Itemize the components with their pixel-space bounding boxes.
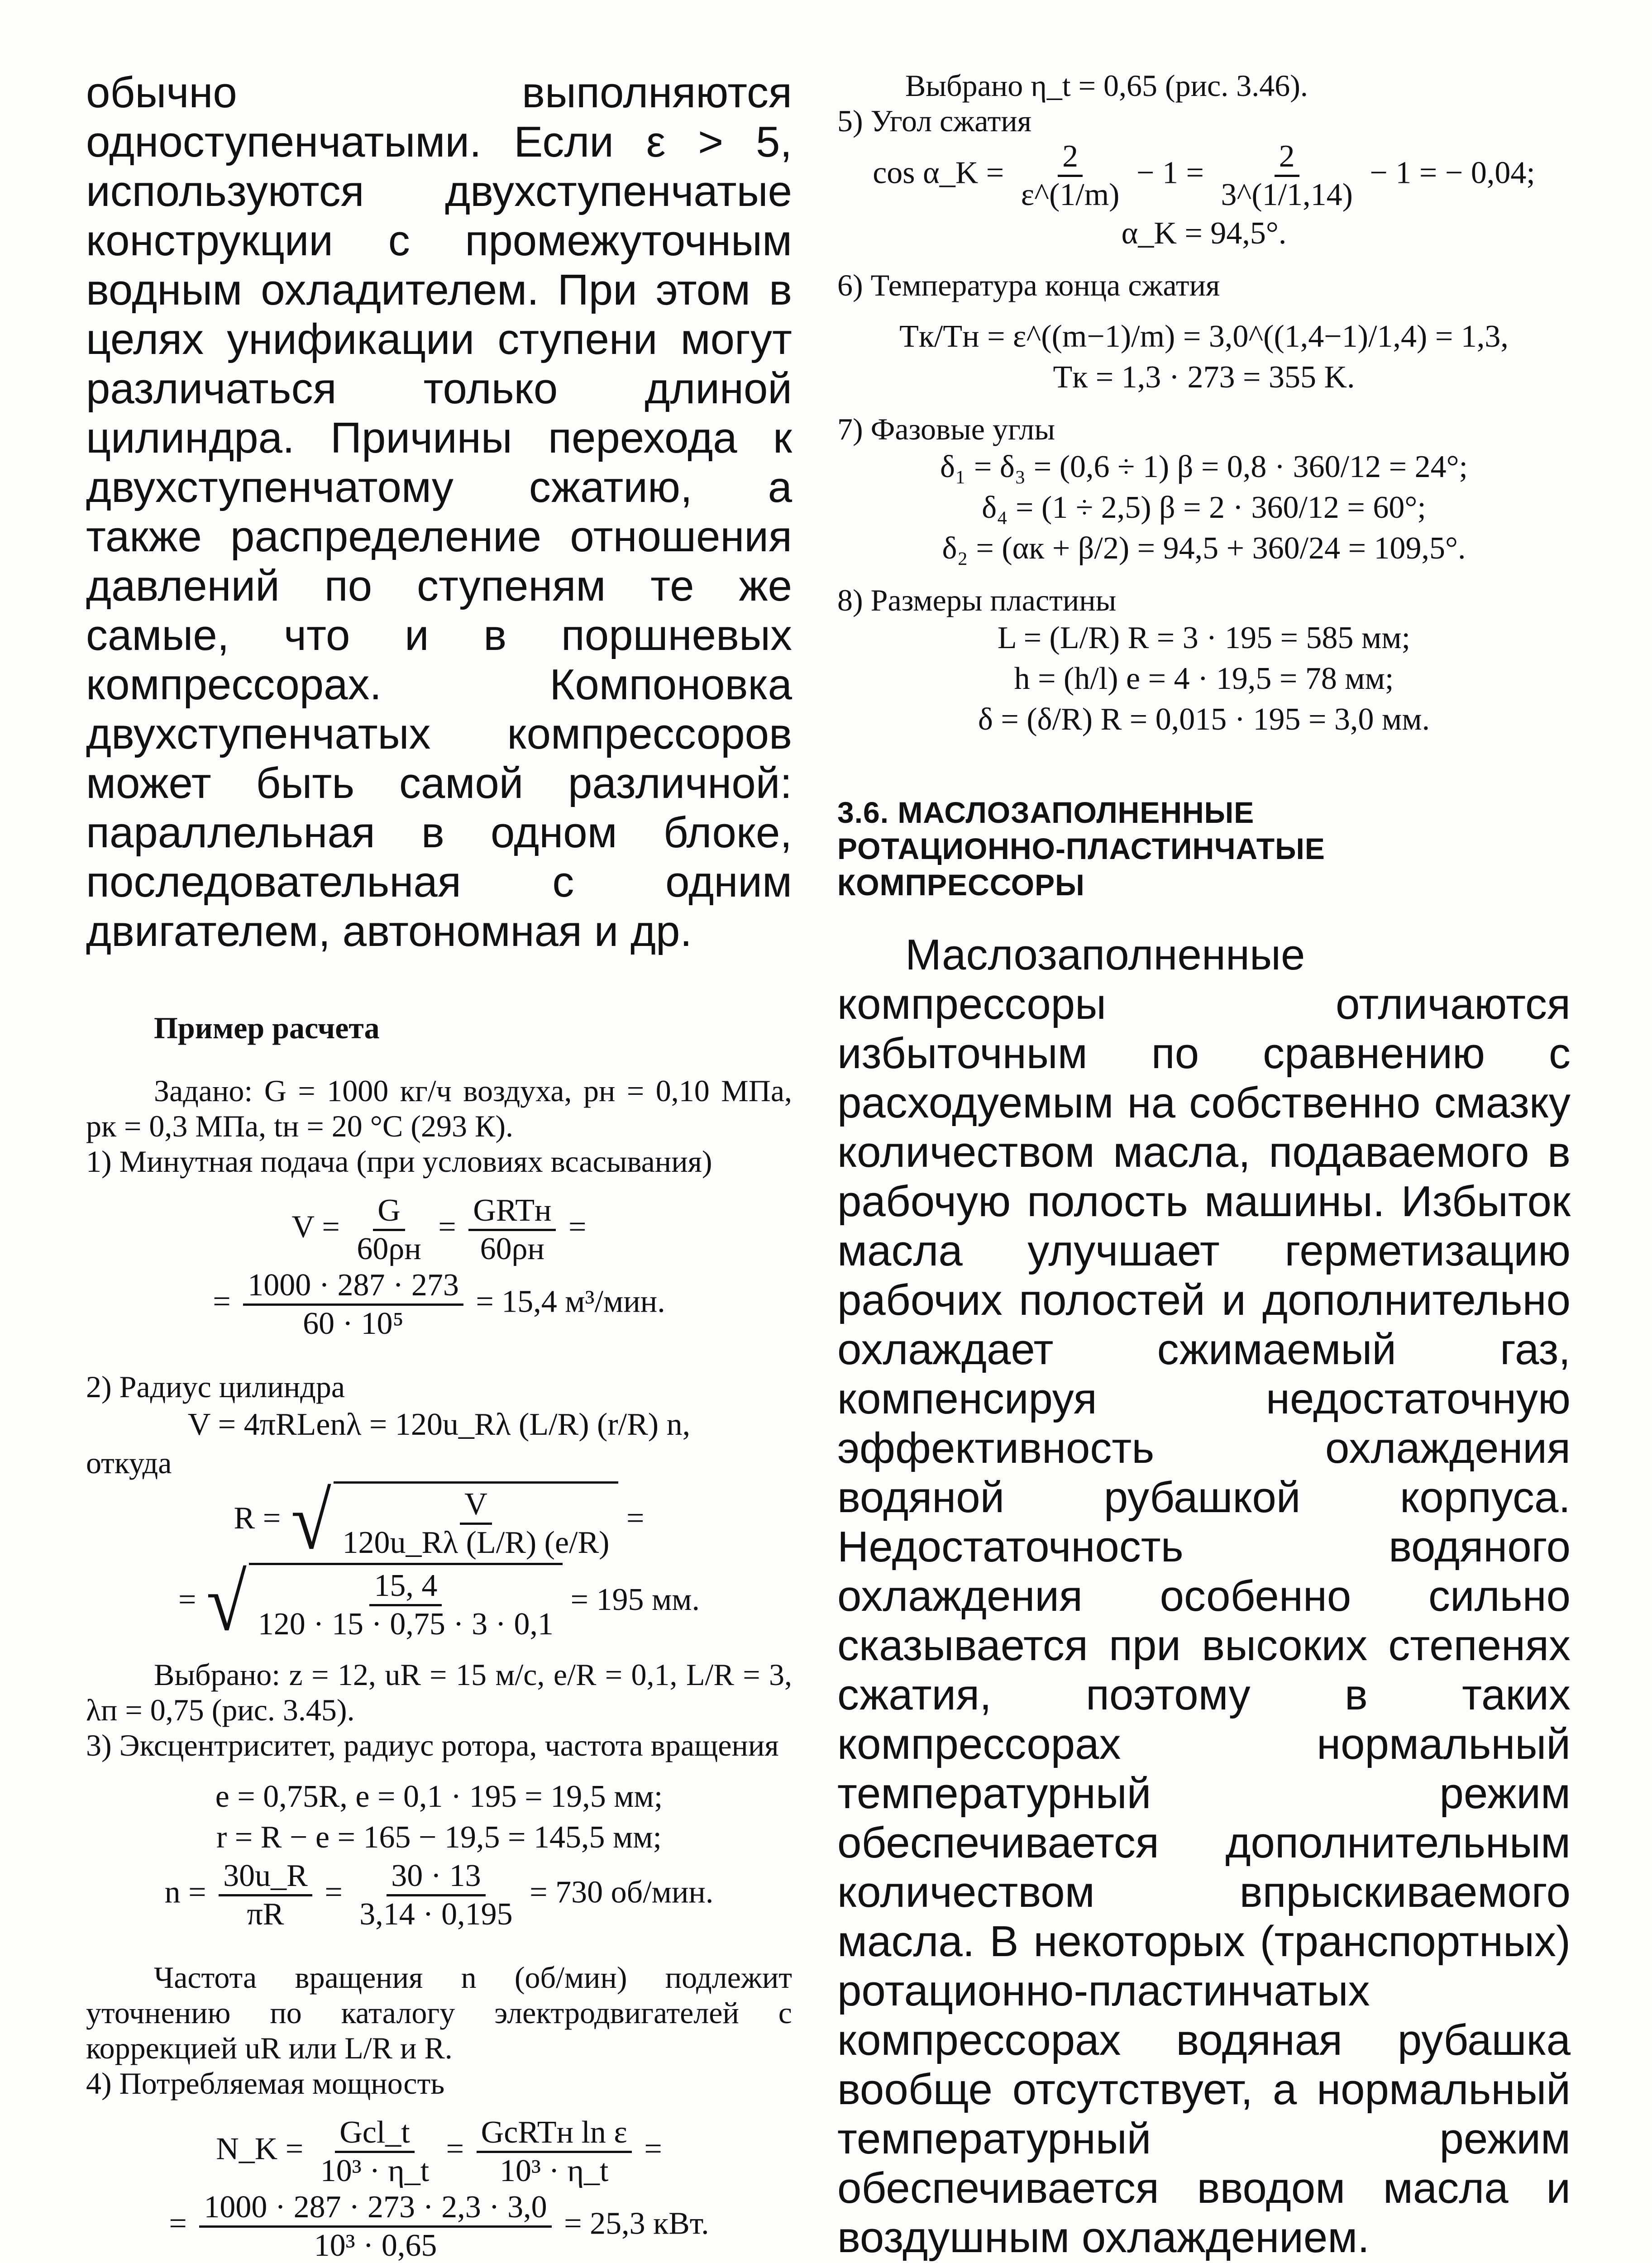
step7-title: 7) Фазовые углы [837,412,1055,446]
step3-equation-2: r = R − e = 165 − 19,5 = 145,5 мм; [216,1820,662,1855]
step2-equation-2: R = √ $\frac{V}{120u\_R\lambda (L/R) (e/R)}$ = [234,1476,645,1566]
step8-title: 8) Размеры пластины [837,583,1117,617]
step2-title: 2) Радиус цилиндра [86,1370,345,1404]
rotation-note: Частота вращения n (об/мин) подлежит уточнению по каталогу электродвигателей с коррекцией uR или L/R и R. [86,1960,792,2065]
section-title [837,794,1571,903]
step7-equation-1: δ₁ = δ₃ = (0,6 ÷ 1) β = 0,8 · 360/12 = 24°; [940,449,1468,484]
given-data: Задано: G = 1000 кг/ч воздуха, pн = 0,10 МПа, pк = 0,3 МПа, tн = 20 °С (293 К). [86,1074,792,1143]
step5-title: 5) Угол сжатия [837,104,1032,138]
step4-equation-1: N_K = $\frac{\text{Gcl\_t}}{\text{10³ · η\_t}}$ = $\frac{\text{GcRTн ln ε}}{\text{10³ · η\_t}}$ = [216,2115,662,2188]
step7-equation-3: δ₂ = (αк + β/2) = 94,5 + 360/24 = 109,5°. [942,531,1466,566]
step5-equation-1: cos α_K = $\frac{2}{\varepsilon\^{}(1/m)}$ − 1 = $\frac{2}{3\^{}(1/1,14)}$ − 1 = − 0,04; [873,139,1535,212]
step5-equation-2: α_K = 94,5°. [1121,216,1287,251]
right-column [837,68,1571,2263]
step8-equation-2: h = (h/l) e = 4 · 19,5 = 78 мм; [1014,661,1394,696]
left-column [86,68,792,2263]
step7-equation-2: δ₄ = (1 ÷ 2,5) β = 2 · 360/12 = 60°; [982,490,1426,525]
step1-title: 1) Минутная подача (при условиях всасывания) [86,1144,712,1179]
step8-equation-1: L = (L/R) R = 3 · 195 = 585 мм; [997,621,1411,655]
section-title-line-1: 3.6. МАСЛОЗАПОЛНЕННЫЕ [837,796,1255,829]
example-title: Пример расчета [154,1011,380,1045]
chosen-eta: Выбрано η_t = 0,65 (рис. 3.46). [905,68,1308,103]
section-title-line-2: РОТАЦИОННО-ПЛАСТИНЧАТЫЕ [837,832,1325,865]
step6-title: 6) Температура конца сжатия [837,268,1220,302]
step4-title: 4) Потребляемая мощность [86,2066,445,2101]
step2-whence: откуда [86,1446,172,1480]
step1-equation-1: V = $\frac{G}{60\rho н}$ = $\frac{\text{GRTн}}{60\rho н}$ = [291,1193,587,1266]
step6-equation-2: Tк = 1,3 · 273 = 355 K. [1053,360,1355,395]
step8-equation-3: δ = (δ/R) R = 0,015 · 195 = 3,0 мм. [978,702,1430,737]
oil-paragraph-1: Маслозаполненные компрессоры отличаются избыточным по сравнению с расходуемым на собственно смазку количеством масла, подаваемого в рабочую полость машины. Избыток масла улучшает герметизацию рабочих полостей и дополнительно охлаждает сжимаемый газ, компенсируя недостаточную эффективность охлаждения водяной рубашкой корпуса. Недостаточность водяного охлаждения особенно сильно сказывается при высоких степенях сжатия, поэтому в таких компрессорах нормальный температурный режим обеспечивается дополнительным количеством впрыскиваемого масла. В некоторых (транспортных) ротационно-пластинчатых компрессорах водяная рубашка вообще отсутствует, а нормальный температурный режим обеспечивается вводом масла и воздушным охлаждением. [837,931,1571,2262]
step3-equation-1: e = 0,75R, e = 0,1 · 195 = 19,5 мм; [215,1779,663,1814]
step6-equation-1: Tк/Tн = ε^((m−1)/m) = 3,0^((1,4−1)/1,4) = 1,3, [899,319,1509,354]
step3-title: 3) Эксцентриситет, радиус ротора, частота вращения [86,1728,779,1762]
step2-equation-1: V = 4πRLenλ = 120u_Rλ (L/R) (r/R) n, [187,1407,691,1442]
step4-equation-2: = $\frac{1000 \cdot 287 \cdot 273 \cdot 2,3 \cdot 3,0}{\text{10³ · 0,65}}$ = 25,3 кВт. [169,2190,709,2263]
step2-equation-3: = √ $\frac{15, 4}{120 \cdot 15 \cdot 0,75 \cdot 3 \cdot 0,1}$ = 195 мм. [178,1557,700,1647]
step3-equation-3: n = $\frac{30u\_R}{\pi R}$ = $\frac{30 \cdot 13}{3,14 \cdot 0,195}$ = 730 об/мин. [164,1858,714,1932]
step1-equation-2: = $\frac{1000 \cdot 287 \cdot 273}{\text{60 · 10⁵}}$ = 15,4 м³/мин. [213,1268,665,1341]
section-title-line-3: КОМПРЕССОРЫ [837,868,1085,902]
intro-paragraph: обычно выполняются одноступенчатыми. Если ε > 5, используются двухступенчатые конструкции с промежуточным водным охладителем. При этом в целях унификации ступени могут различаться только длиной цилиндра. Причины перехода к двухступенчатому сжатию, а также распределение отношения давлений по ступеням те же самые, что и в поршневых компрессорах. Компоновка двухступенчатых компрессоров может быть самой различной: параллельная в одном блоке, последовательная с одним двигателем, автономная и др. [86,68,792,955]
step2-chosen: Выбрано: z = 12, uR = 15 м/с, e/R = 0,1, L/R = 3, λп = 0,75 (рис. 3.45). [86,1657,792,1727]
